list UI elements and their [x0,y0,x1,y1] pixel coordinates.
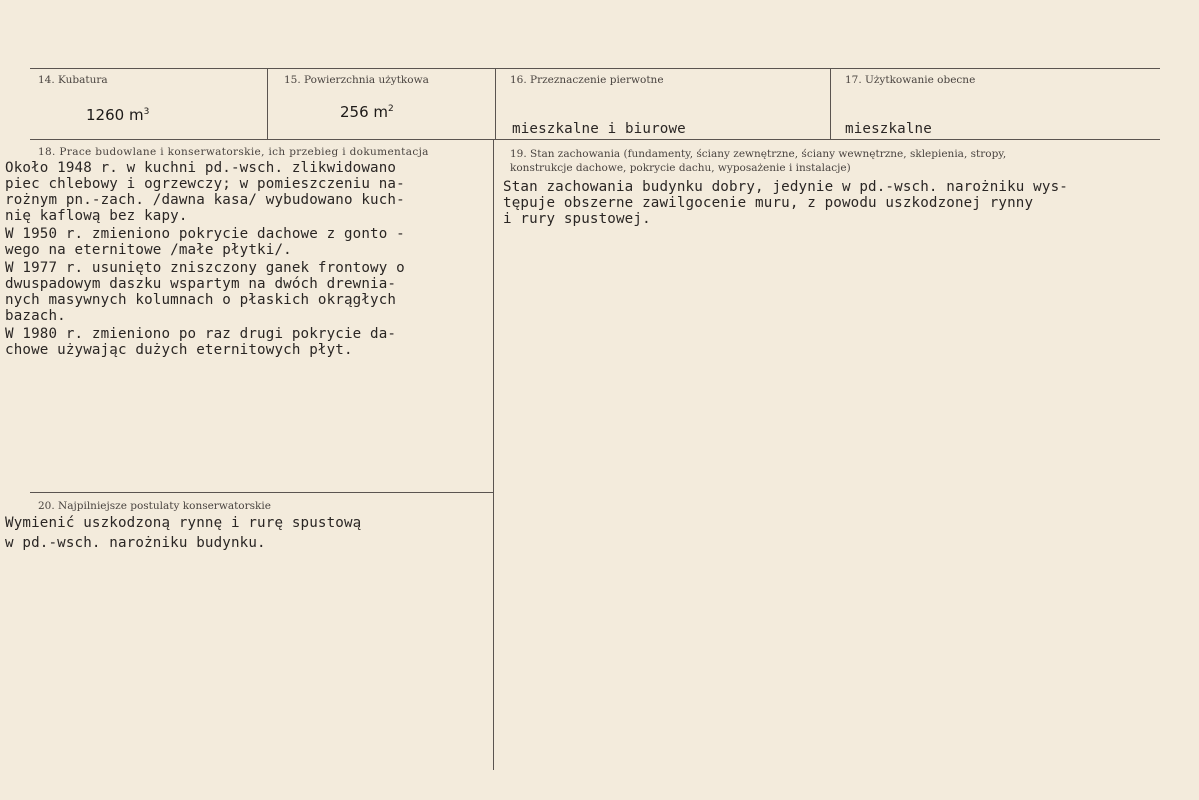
text-line: Około 1948 r. w kuchni pd.-wsch. zlikwidowano [5,160,397,176]
section-20-divider-line [30,492,493,493]
text-line: piec chlebowy i ogrzewczy; w pomieszczeniu na- [5,176,405,192]
text-line: chowe używając dużych eternitowych płyt. [5,342,353,358]
text-line: dwuspadowym daszku wspartym na dwóch drewnia- [5,276,397,292]
field-20-label: 20. Najpilniejsze postulaty konserwatorskie [38,500,271,512]
text-line: w pd.-wsch. narożniku budynku. [5,535,266,551]
text-line: W 1980 r. zmieniono po raz drugi pokrycie da- [5,326,397,342]
text-line: tępuje obszerne zawilgocenie muru, z powodu uszkodzonej rynny [503,195,1034,211]
column-divider-f15-f16 [495,68,496,139]
field-14-value [86,106,149,124]
text-line: W 1977 r. usunięto zniszczony ganek frontowy o [5,260,405,276]
area-unit-exponent: 2 [388,104,394,114]
main-column-divider [493,139,494,770]
field-19-label-continued: konstrukcje dachowe, pokrycie dachu, wyposażenie i instalacje) [510,162,851,174]
text-line: Wymienić uszkodzoną rynnę i rurę spustową [5,515,362,531]
text-line: wego na eternitowe /małe płytki/. [5,242,292,258]
kubatura-unit-exponent: 3 [143,107,150,117]
field-15-label: 15. Powierzchnia użytkowa [284,74,429,86]
kubatura-number: 1260 [86,106,125,124]
text-line: nych masywnych kolumnach o płaskich okrągłych [5,292,397,308]
text-line: i rury spustowej. [503,211,651,227]
row-divider-line [30,139,1160,140]
field-17-label: 17. Użytkowanie obecne [845,74,976,86]
area-unit: m [373,103,389,121]
kubatura-unit: m [128,106,144,124]
field-14-label: 14. Kubatura [38,74,108,86]
text-line: Stan zachowania budynku dobry, jedynie w pd.-wsch. narożniku wys- [503,179,1068,195]
field-16-label: 16. Przeznaczenie pierwotne [510,74,664,86]
field-19-label: 19. Stan zachowania (fundamenty, ściany zewnętrzne, ściany wewnętrzne, sklepienia, stropy, [510,148,1007,160]
field-16-value: mieszkalne i biurowe [512,121,686,137]
field-18-label: 18. Prace budowlane i konserwatorskie, ich przebieg i dokumentacja [38,146,429,158]
field-17-value: mieszkalne [845,121,932,137]
column-divider-f14-f15 [267,68,268,139]
text-line: rożnym pn.-zach. /dawna kasa/ wybudowano kuch- [5,192,405,208]
column-divider-f16-f17 [830,68,831,139]
field-15-value [340,103,394,121]
text-line: bazach. [5,308,66,324]
text-line: W 1950 r. zmieniono pokrycie dachowe z gonto - [5,226,405,242]
text-line: nię kaflową bez kapy. [5,208,188,224]
area-number: 256 [340,103,369,121]
top-border-line [30,68,1160,69]
